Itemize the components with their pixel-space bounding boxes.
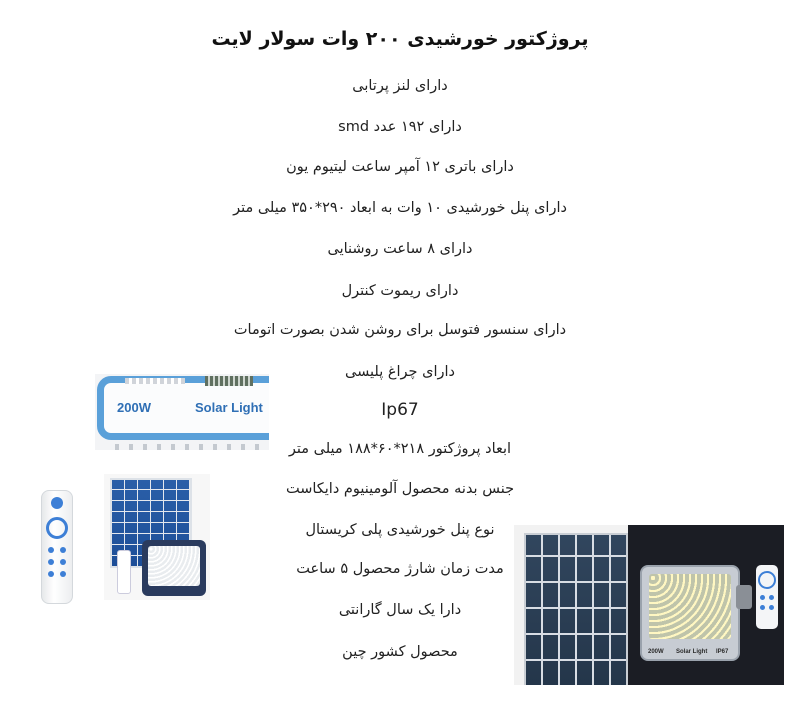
floodlight-rating-label: IP67 [716,649,729,655]
remote-button-icon [48,571,54,577]
spec-line: دارای چراغ پلیسی [345,364,455,380]
spec-line: دارای ۱۹۲ عدد smd [338,119,462,135]
remote-button-icon [769,595,774,600]
spec-line: دارا یک سال گارانتی [338,602,462,618]
floodlight-brand-label: Solar Light [676,649,708,655]
spec-line: دارای باتری ۱۲ آمپر ساعت لیتیوم یون [286,159,514,175]
remote-control-image [41,490,73,604]
remote-button-icon [60,547,66,553]
led-strip [125,378,185,384]
kit-image [104,474,210,600]
dpad-ring-icon [46,517,68,539]
sensor-chip [205,376,253,386]
led-grid [649,574,731,639]
spec-line: ابعاد پروژکتور ۲۱۸*۶۰*۱۸۸ میلی متر [288,441,512,457]
remote-button-icon [760,605,765,610]
spec-line: دارای پنل خورشیدی ۱۰ وات به ابعاد ۲۹۰*۳۵۰ میلی متر [233,200,567,216]
floodlight-image [640,565,740,661]
dpad-ring-icon [758,571,776,589]
frame-dots [115,444,265,450]
remote-button-icon [760,595,765,600]
remote-button-icon [60,571,66,577]
remote-button-icon [48,559,54,565]
spec-line: دارای ریموت کنترل [341,283,459,299]
brand-label: Solar Light [195,400,263,415]
remote-button-icon [769,605,774,610]
spec-line: مدت زمان شارژ محصول ۵ ساعت [296,561,504,577]
floodlight-wattage-label: 200W [648,649,664,655]
spec-line: دارای لنز پرتابی [352,78,448,94]
spec-line: جنس بدنه محصول آلومینیوم دایکاست [285,481,515,497]
remote-control-image [756,565,778,629]
floodlight-image [142,540,206,596]
wattage-label: 200W [117,400,151,415]
mini-remote-image [117,550,131,594]
remote-button-icon [48,547,54,553]
spec-line: Ip67 [381,400,419,420]
power-button-icon [51,497,63,509]
spec-line: نوع پنل خورشیدی پلی کریستال [305,522,495,538]
solar-panel-image [524,533,628,685]
spec-line: دارای سنسور فتوسل برای روشن شدن بصورت اتومات [233,322,567,338]
spec-line: دارای ۸ ساعت روشنایی [327,241,473,257]
led-grid [148,546,200,586]
remote-button-icon [60,559,66,565]
page-title: پروژکتور خورشیدی ۲۰۰ وات سولار لایت [211,28,589,50]
spec-line: محصول کشور چین [342,644,458,660]
floodlight-closeup-image [95,374,269,450]
cable-connector-image [736,585,752,609]
product-set-image [514,525,784,685]
